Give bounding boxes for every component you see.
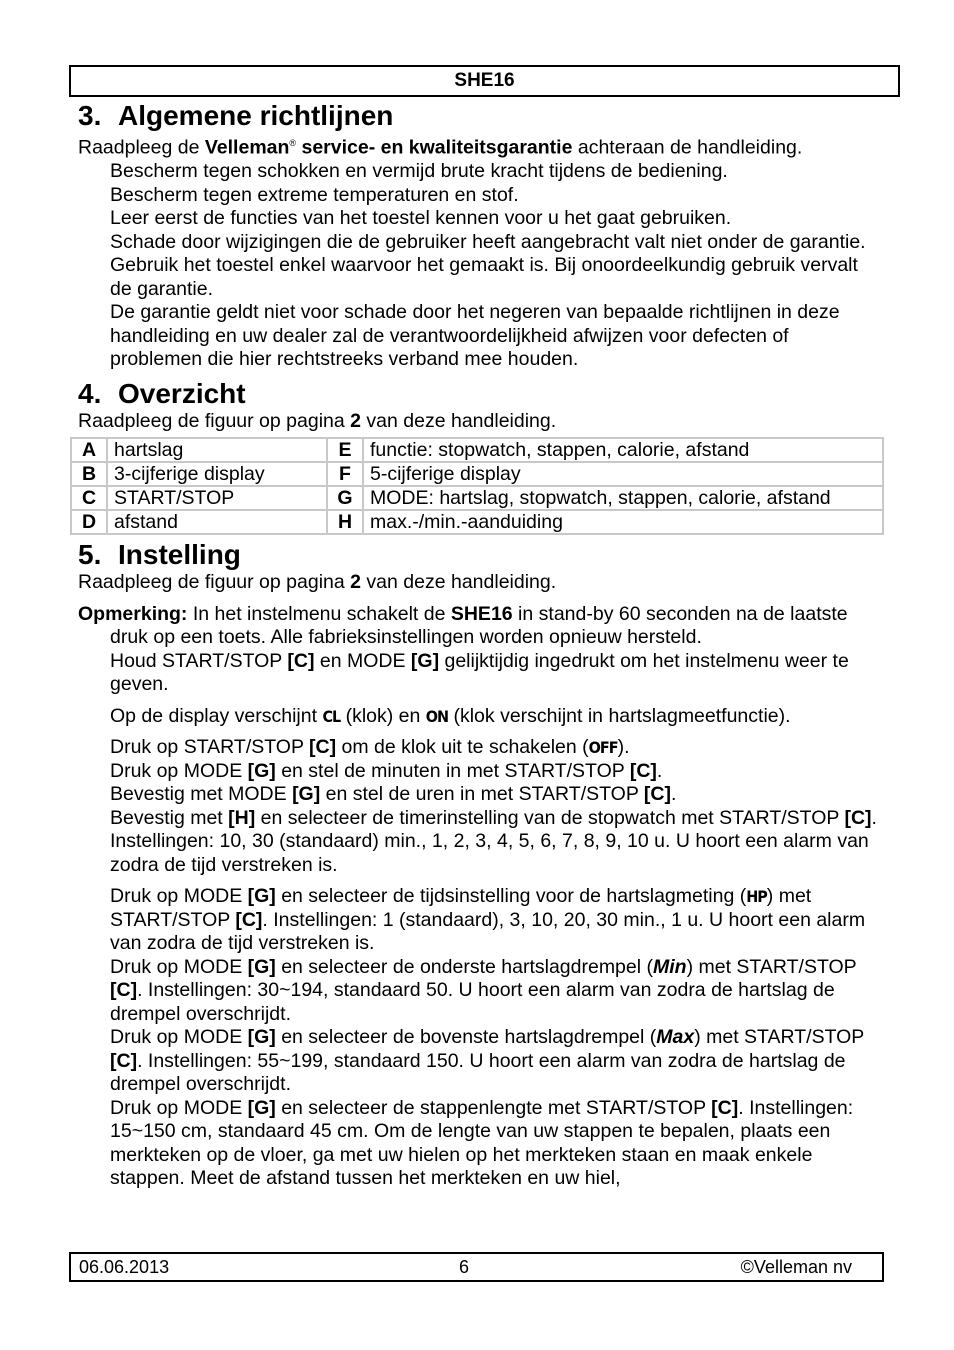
warranty-name: service- en kwaliteitsgarantie <box>296 136 573 159</box>
section-number: 4. <box>78 377 102 409</box>
text: (klok) en <box>340 704 426 727</box>
step-8 <box>78 956 878 1027</box>
table-key: A <box>71 438 107 462</box>
note-paragraph <box>78 603 878 650</box>
section-number: 3. <box>78 100 102 131</box>
key-ref: [G] <box>410 649 440 672</box>
text: achteraan de handleiding. <box>572 136 803 159</box>
guideline-item: Schade door wijzigingen die de gebruiker heeft aangebracht valt niet onder de garantie. <box>110 230 866 253</box>
key-ref: [C] <box>643 783 671 805</box>
table-row <box>71 486 883 510</box>
section-title: Instelling <box>118 539 241 570</box>
text: Raadpleeg de <box>78 136 205 159</box>
table-row <box>71 462 883 486</box>
text: en stel de uren in met START/STOP <box>320 783 644 805</box>
text: Bevestig met <box>110 806 229 829</box>
text: en stel de minuten in met START/STOP <box>275 759 630 782</box>
key-ref: [H] <box>228 806 256 829</box>
display-hp-icon: HP <box>746 887 767 906</box>
step-5 <box>78 783 878 807</box>
key-ref: [G] <box>247 1096 276 1119</box>
step-7 <box>78 885 878 956</box>
table-key: G <box>327 486 363 510</box>
text: van deze handleiding. <box>361 571 557 593</box>
display-off-icon: OFF <box>588 738 618 757</box>
text: Druk op MODE <box>110 1026 248 1048</box>
text: ) met START/STOP <box>694 1026 864 1048</box>
key-ref: [C] <box>844 806 872 829</box>
section-intro <box>78 410 878 434</box>
key-ref: [C] <box>711 1096 739 1119</box>
text: en selecteer de onderste hartslagdrempel ( <box>275 955 653 978</box>
key-ref: [G] <box>247 955 276 978</box>
table-value: 3-cijferige display <box>107 462 327 486</box>
guideline-item: Gebruik het toestel enkel waarvoor het gemaakt is. Bij onoordeelkundig gebruik vervalt de garantie. <box>110 254 858 300</box>
text: van deze handleiding. <box>361 409 557 432</box>
text: en selecteer de timerinstelling van de stopwatch met START/STOP <box>255 806 845 829</box>
text: om de klok uit te schakelen ( <box>336 736 589 758</box>
footer-page-number: 6 <box>459 1257 470 1277</box>
page-ref: 2 <box>350 409 361 432</box>
table-row <box>71 438 883 462</box>
table-key: E <box>327 438 363 462</box>
key-ref: [C] <box>110 1049 138 1072</box>
step-3 <box>78 736 878 760</box>
key-ref: [G] <box>247 1026 276 1048</box>
section-number: 5. <box>78 539 102 570</box>
text: gelijktijdig ingedrukt om het instelmenu weer te geven. <box>110 649 849 695</box>
text: Raadpleeg de figuur op pagina <box>78 409 351 432</box>
section-intro <box>78 132 878 160</box>
key-ref: [G] <box>292 783 321 805</box>
key-ref: [G] <box>247 759 276 782</box>
table-value: START/STOP <box>107 486 327 510</box>
overview-table <box>70 437 884 535</box>
step-1 <box>78 650 878 697</box>
footer-date: 06.06.2013 <box>79 1257 170 1277</box>
text: in stand-by 60 seconden na de laatste druk op een toets. Alle fabrieksinstellingen worden opnieuw hersteld. <box>110 602 848 648</box>
text: Druk op MODE <box>110 1096 248 1119</box>
text: Druk op START/STOP <box>110 736 310 758</box>
table-value: 5-cijferige display <box>363 462 883 486</box>
table-key: C <box>71 486 107 510</box>
key-ref: [G] <box>247 885 276 907</box>
guideline-item: Bescherm tegen extreme temperaturen en stof. <box>110 183 519 206</box>
display-on-icon: ON <box>425 706 449 726</box>
text: ) met START/STOP <box>686 955 857 978</box>
step-10 <box>78 1097 878 1191</box>
display-cl-icon: CL <box>322 706 341 726</box>
text: Druk op MODE <box>110 885 248 907</box>
section-intro <box>78 571 878 595</box>
text: . <box>656 759 663 782</box>
text: ) met START/STOP <box>110 885 812 931</box>
table-key: H <box>327 510 363 534</box>
display-max-label: Max <box>656 1026 695 1048</box>
text: (klok verschijnt in hartslagmeetfunctie). <box>448 704 791 727</box>
text: . Instellingen: 1 (standaard), 3, 10, 20, 30 min., 1 u. U hoort een alarm van zodra de tijd verstreken is. <box>110 908 866 954</box>
guideline-item: De garantie geldt niet voor schade door het negeren van bepaalde richtlijnen in deze handleiding en uw dealer zal de verantwoordelijkheid afwijzen voor defecten of problemen die hier rechtstreeks verband mee houden. <box>110 301 840 370</box>
section-heading-4 <box>78 378 878 410</box>
text: . Instellingen: 30~194, standaard 50. U hoort een alarm van zodra de hartslag de drempel overschrijdt. <box>110 979 835 1025</box>
table-row <box>71 510 883 534</box>
key-ref: [C] <box>235 908 263 931</box>
page-header <box>69 65 900 97</box>
note-label: Opmerking: <box>78 602 188 625</box>
key-ref: [C] <box>110 979 138 1001</box>
section-title: Overzicht <box>118 377 246 409</box>
text: en selecteer de bovenste hartslagdrempel ( <box>275 1026 657 1048</box>
guideline-item: Bescherm tegen schokken en vermijd brute kracht tijdens de bediening. <box>110 160 728 182</box>
text: Druk op MODE <box>110 759 248 782</box>
step-6 <box>78 807 878 878</box>
text: Raadpleeg de figuur op pagina <box>78 571 351 593</box>
section-heading-3 <box>78 100 878 132</box>
text: . Instellingen: 10, 30 (standaard) min., 1, 2, 3, 4, 5, 6, 7, 8, 9, 10 u. U hoort een alarm van zodra de tijd verstreken is. <box>110 806 877 876</box>
text: Druk op MODE <box>110 955 248 978</box>
step-9 <box>78 1026 878 1097</box>
key-ref: [C] <box>309 736 337 758</box>
page-content <box>78 100 878 1191</box>
page-ref: 2 <box>350 571 361 593</box>
text: Op de display verschijnt <box>110 704 323 727</box>
brand-name: Velleman <box>204 136 290 159</box>
guideline-list <box>78 160 878 372</box>
model-name: SHE16 <box>454 70 515 91</box>
text: . <box>671 783 677 805</box>
table-value: max.-/min.-aanduiding <box>363 510 883 534</box>
model-ref: SHE16 <box>450 602 513 625</box>
table-key: B <box>71 462 107 486</box>
section-heading-5 <box>78 539 878 571</box>
text: Bevestig met MODE <box>110 783 293 805</box>
table-key: D <box>71 510 107 534</box>
display-min-label: Min <box>653 955 687 978</box>
table-key: F <box>327 462 363 486</box>
section-title: Algemene richtlijnen <box>118 100 394 131</box>
text: . Instellingen: 15~150 cm, standaard 45 cm. Om de lengte van uw stappen te bepalen, plaats een merkteken op de vloer, ga met uw hielen op het merkteken staan en maak enkele stappen. Meet de afstand tussen het merkteken en uw hiel, <box>110 1096 854 1189</box>
registered-mark: ® <box>289 138 297 148</box>
table-value: MODE: hartslag, stopwatch, stappen, calorie, afstand <box>363 486 883 510</box>
step-4 <box>78 760 878 784</box>
text: en MODE <box>314 649 411 672</box>
text: ). <box>617 736 630 758</box>
table-value: functie: stopwatch, stappen, calorie, afstand <box>363 438 883 462</box>
text: In het instelmenu schakelt de <box>187 602 451 625</box>
text: en selecteer de tijdsinstelling voor de hartslagmeting ( <box>275 885 747 907</box>
guideline-item: Leer eerst de functies van het toestel kennen voor u het gaat gebruiken. <box>110 207 732 229</box>
table-value: afstand <box>107 510 327 534</box>
key-ref: [C] <box>287 649 315 672</box>
step-2 <box>78 705 878 729</box>
page-footer <box>69 1252 884 1282</box>
text: en selecteer de stappenlengte met START/STOP <box>275 1096 712 1119</box>
table-value: hartslag <box>107 438 327 462</box>
text: Houd START/STOP <box>110 649 288 672</box>
text: . Instellingen: 55~199, standaard 150. U hoort een alarm van zodra de hartslag de drempel overschrijdt. <box>110 1049 846 1095</box>
key-ref: [C] <box>629 759 657 782</box>
footer-copyright: ©Velleman nv <box>740 1257 852 1277</box>
